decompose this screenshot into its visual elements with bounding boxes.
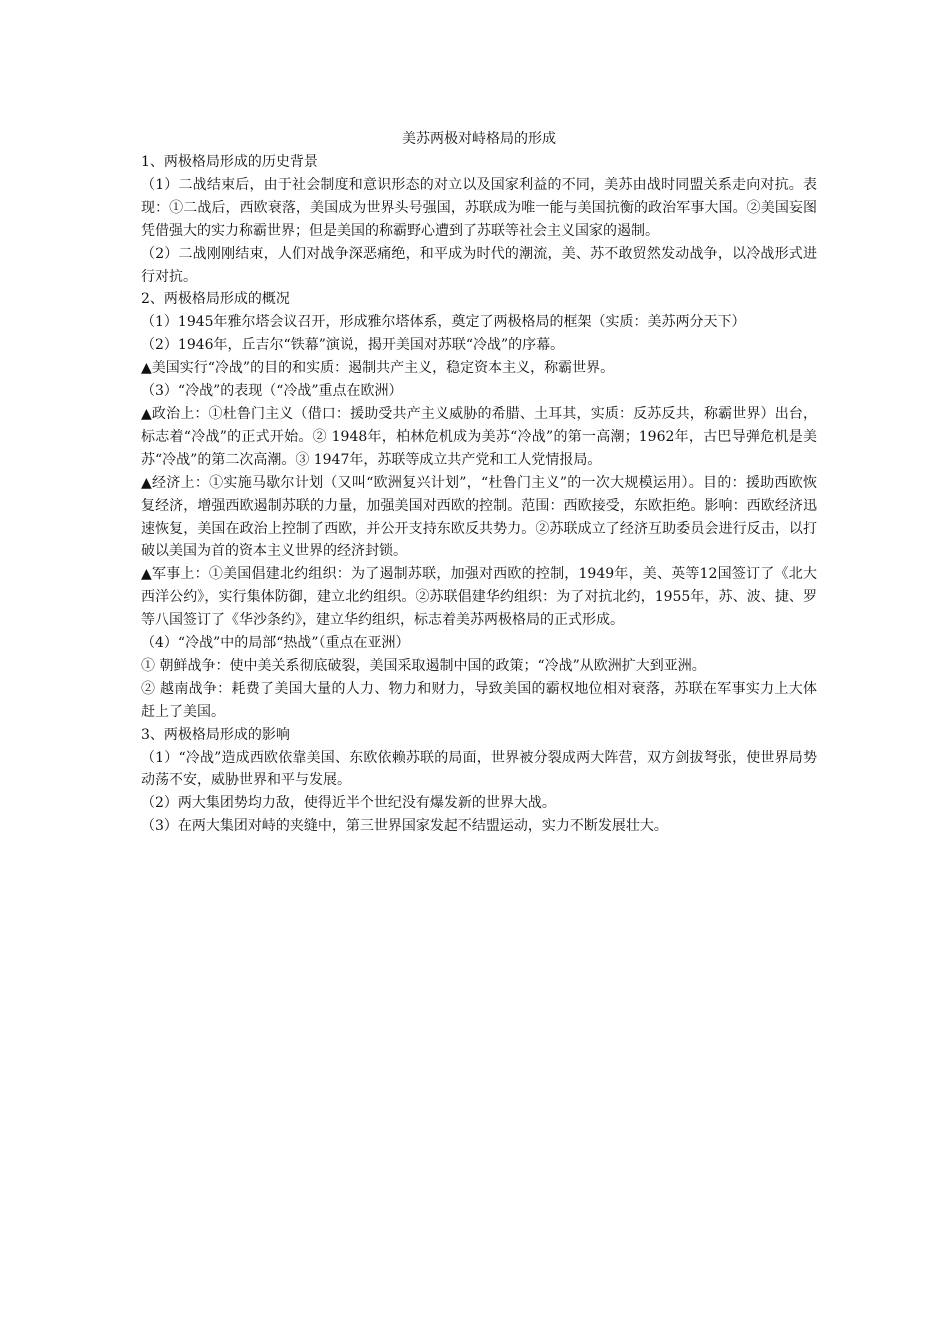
document-title: 美苏两极对峙格局的形成 — [402, 131, 556, 147]
paragraph-3-3: （3）在两大集团对峙的夹缝中，第三世界国家发起不结盟运动，实力不断发展壮大。 — [141, 818, 668, 835]
heading-3: 3、两极格局形成的影响 — [141, 726, 290, 743]
heading-2: 2、两极格局形成的概况 — [141, 291, 290, 308]
paragraph-1-1: （1）二战结束后，由于社会制度和意识形态的对立以及国家利益的不同，美苏由战时同盟关系走向对抗。表现：①二战后，西欧衰落，美国成为世界头号强国，苏联成为唯一能与美国抗衡的政治军事大国。②美国妄图凭借强大的实力称霸世界；但是美国的称霸野心遭到了苏联等社会主义国家的遏制。 — [141, 176, 817, 239]
heading-1: 1、两极格局形成的历史背景 — [141, 154, 318, 170]
paragraph-korean-war: ① 朝鲜战争：使中美关系彻底破裂，美国采取遏制中国的政策；“冷战”从欧洲扩大到亚洲。 — [141, 657, 706, 674]
paragraph-2-4: （4）“冷战”中的局部“热战”（重点在亚洲） — [141, 635, 410, 652]
paragraph-military: ▲军事上：①美国倡建北约组织：为了遏制苏联，加强对西欧的控制，1949年，美、英等12国签订了《北大西洋公约》，实行集体防御，建立北约组织。②苏联倡建华约组织：为了对抗北约，1955年，苏、波、捷、罗等八国签订了《华沙条约》，建立华约组织，标志着美苏两极格局的正式形成。 — [141, 566, 817, 629]
document-page — [141, 128, 817, 838]
paragraph-politics: ▲政治上：①杜鲁门主义（借口：援助受共产主义威胁的希腊、土耳其，实质：反苏反共，称霸世界）出台，标志着“冷战”的正式开始。② 1948年，柏林危机成为美苏“冷战”的第一高潮；1962年，古巴导弹危机是美苏“冷战”的第二次高潮。③ 1947年，苏联等成立共产党和工人党情报局。 — [141, 405, 817, 468]
paragraph-2-1: （1）1945年雅尔塔会议召开，形成雅尔塔体系，奠定了两极格局的框架（实质：美苏两分天下） — [141, 314, 746, 331]
paragraph-economy: ▲经济上：①实施马歇尔计划（又叫“欧洲复兴计划”，“杜鲁门主义”的一次大规模运用）。目的：援助西欧恢复经济，增强西欧遏制苏联的力量，加强美国对西欧的控制。范围：西欧接受，东欧拒绝。影响：西欧经济迅速恢复，美国在政治上控制了西欧，并公开支持东欧反共势力。②苏联成立了经济互助委员会进行反击，以打破以美国为首的资本主义世界的经济封锁。 — [141, 474, 817, 560]
paragraph-3-1: （1）“冷战”造成西欧依靠美国、东欧依赖苏联的局面，世界被分裂成两大阵营，双方剑拔弩张，使世界局势动荡不安，威胁世界和平与发展。 — [141, 749, 817, 789]
paragraph-vietnam-war: ② 越南战争：耗费了美国大量的人力、物力和财力，导致美国的霸权地位相对衰落，苏联在军事实力上大体赶上了美国。 — [141, 680, 817, 720]
paragraph-1-2: （2）二战刚刚结束，人们对战争深恶痛绝，和平成为时代的潮流，美、苏不敢贸然发动战争，以冷战形式进行对抗。 — [141, 245, 817, 285]
paragraph-3-2: （2）两大集团势均力敌，使得近半个世纪没有爆发新的世界大战。 — [141, 795, 556, 812]
paragraph-2-2: （2）1946年，丘吉尔“铁幕”演说，揭开美国对苏联“冷战”的序幕。 — [141, 337, 565, 354]
paragraph-2-purpose: ▲美国实行“冷战”的目的和实质：遏制共产主义，稳定资本主义，称霸世界。 — [141, 360, 615, 377]
paragraph-2-3: （3）“冷战”的表现（“冷战”重点在欧洲） — [141, 383, 403, 400]
